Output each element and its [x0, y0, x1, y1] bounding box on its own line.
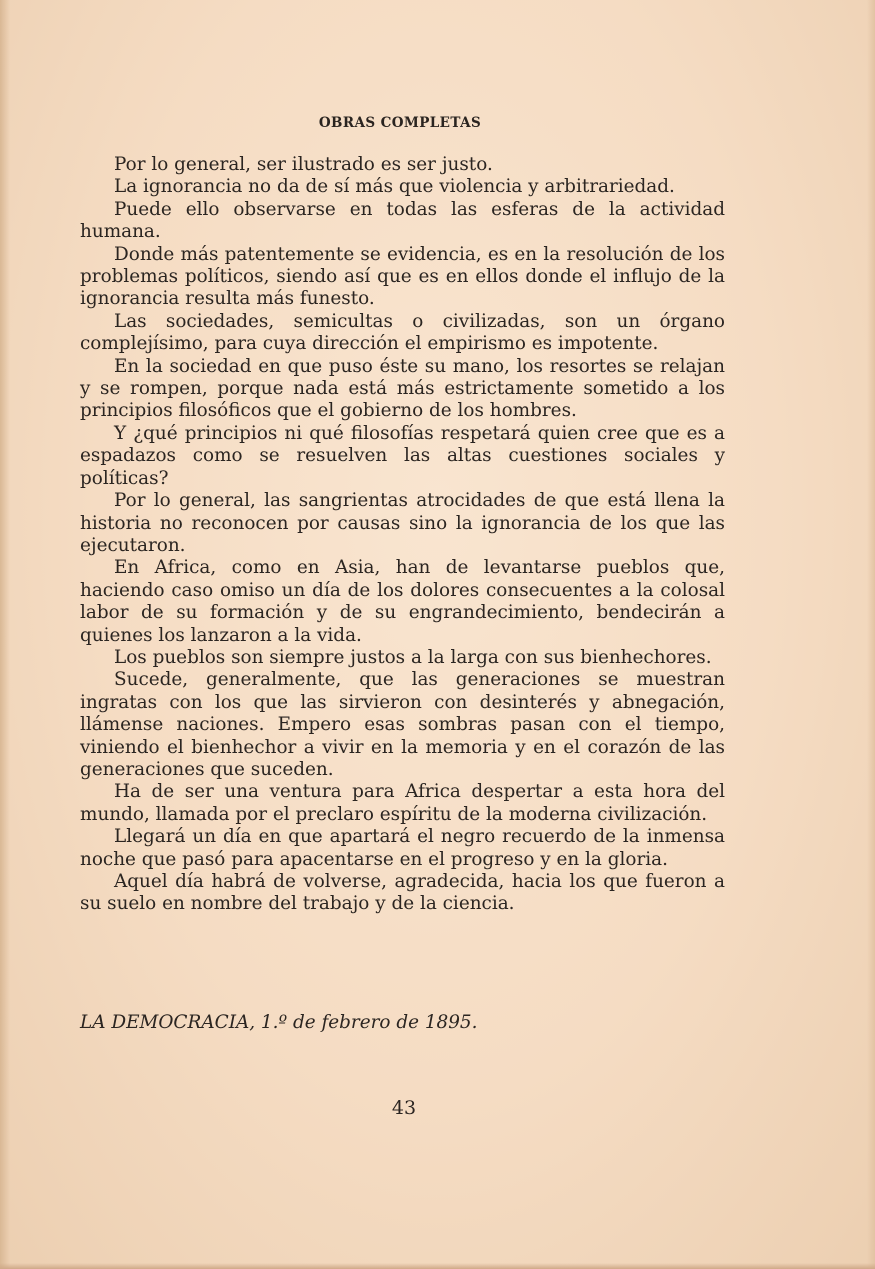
paragraph: Las sociedades, semicultas o civilizadas, son un órgano complejísimo, para cuya dirección el empirismo es impotente. [80, 310, 725, 355]
paragraph: Llegará un día en que apartará el negro recuerdo de la inmensa noche que pasó para apacentarse en el progreso y en la gloria. [80, 826, 725, 870]
paragraph: Ha de ser una ventura para Africa despertar a esta hora del mundo, llamada por el preclaro espíritu de la moderna civilización. [80, 781, 725, 825]
paragraph: La ignorancia no da de sí más que violencia y arbitrariedad. [114, 176, 675, 198]
paragraph: Por lo general, las sangrientas atrocidades de que está llena la historia no reconocen por causas sino la ignorancia de los que las ejecutaron. [80, 490, 725, 556]
source-dateline: LA DEMOCRACIA, 1.º de febrero de 1895. [80, 1012, 478, 1033]
page-number: 43 [391, 1097, 417, 1119]
paragraph: Donde más patentemente se evidencia, es en la resolución de los problemas políticos, siendo así que es en ellos donde el influjo de la ignorancia resulta más funesto. [80, 243, 725, 310]
paragraph: Y ¿qué principios ni qué filosofías respetará quien cree que es a espadazos como se resuelven las altas cuestiones sociales y políticas? [80, 422, 725, 489]
paragraph: Aquel día habrá de volverse, agradecida, hacia los que fueron a su suelo en nombre del trabajo y de la ciencia. [80, 871, 725, 915]
page-edge-shadow-bottom [0, 1263, 875, 1269]
article-body [80, 154, 725, 916]
paragraph: Sucede, generalmente, que las generaciones se muestran ingratas con los que las sirvieron con desinterés y abnegación, llámense naciones. Empero esas sombras pasan con el tiempo, viniendo el bienhechor a vivir en la memoria y en el corazón de las generaciones que suceden. [80, 669, 725, 780]
paragraph: Por lo general, ser ilustrado es ser justo. [114, 154, 493, 175]
paragraph: En la sociedad en que puso éste su mano, los resortes se relajan y se rompen, porque nada está más estrictamente sometido a los principios filosóficos que el gobierno de los hombres. [80, 355, 725, 422]
page-edge-shadow-right [867, 0, 875, 1269]
paragraph: Puede ello observarse en todas las esferas de la actividad humana. [80, 198, 725, 243]
page-edge-shadow-left [0, 0, 10, 1269]
paragraph: Los pueblos son siempre justos a la larga con sus bienhechores. [114, 646, 712, 668]
paragraph: En Africa, como en Asia, han de levantarse pueblos que, haciendo caso omiso un día de los dolores consecuentes a la colosal labor de su formación y de su engrandecimiento, bendecirán a quienes los lanzaron a la vida. [80, 557, 725, 646]
running-header: OBRAS COMPLETAS [318, 115, 482, 131]
